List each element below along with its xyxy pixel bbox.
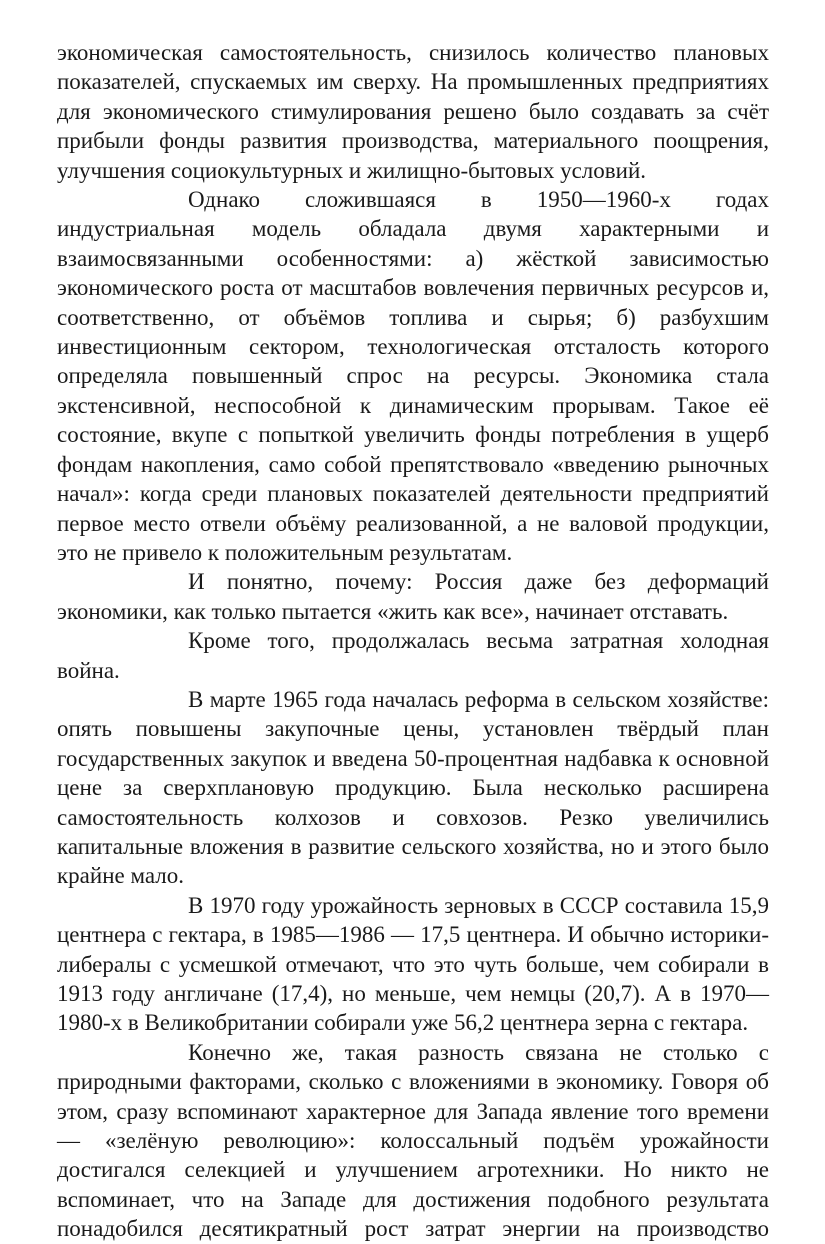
paragraph-1: экономическая самостоятельность, снизилось количество плановых показателей, спускаемых им сверху. На промышленных предприятиях для экономического стимулирования решено было создавать за счёт прибыли фонды развития производства, материального поощрения, улучшения социокультурных и жилищно-бытовых условий. xyxy=(57,40,769,183)
paragraph-7: Конечно же, такая разность связана не столько с природными факторами, сколько с вложениями в экономику. Говоря об этом, сразу вспоминают характерное для Запада явление того времени — «зелёную революцию»: колоссальный подъём урожайности достигался селекцией и улучшением агротехники. Но никто не вспоминает, что на Западе для достижения подобного результата понадобился десятикратный рост затрат энергии на производство xyxy=(57,1039,769,1242)
paragraph-3: И понятно, почему: Россия даже без деформаций экономики, как только пытается «жить как все», начинает отставать. xyxy=(57,569,769,624)
paragraph-5: В марте 1965 года началась реформа в сельском хозяйстве: опять повышены закупочные цены, установлен твёрдый план государственных закупок и введена 50-процентная надбавка к основной цене за сверхплановую продукцию. Была несколько расширена самостоятельность колхозов и совхозов. Резко увеличились капитальные вложения в развитие сельского хозяйства, но и этого было крайне мало. xyxy=(57,686,769,889)
paragraph-6: В 1970 году урожайность зерновых в СССР составила 15,9 центнера с гектара, в 1985—1986 — 17,5 центнера. И обычно историки-либералы с усмешкой отмечают, что это чуть больше, чем собирали в 1913 году англичане (17,4), но меньше, чем немцы (20,7). А в 1970—1980-х в Великобритании собирали уже 56,2 центнера зерна с гектара. xyxy=(57,892,769,1036)
paragraph-4: Кроме того, продолжалась весьма затратная холодная война. xyxy=(57,628,769,683)
document-page xyxy=(57,38,769,1244)
paragraph-2: Однако сложившаяся в 1950—1960-х годах индустриальная модель обладала двумя характерными и взаимосвязанными особенностями: а) жёсткой зависимостью экономического роста от масштабов вовлечения первичных ресурсов и, соответственно, от объёмов топлива и сырья; б) разбухшим инвестиционным сектором, технологическая отсталость которого определяла повышенный спрос на ресурсы. Экономика стала экстенсивной, неспособной к динамическим прорывам. Такое её состояние, вкупе с попыткой увеличить фонды потребления в ущерб фондам накопления, само собой препятствовало «введению рыночных начал»: когда среди плановых показателей деятельности предприятий первое место отвели объёму реализованной, а не валовой продукции, это не привело к положительным результатам. xyxy=(57,187,769,565)
